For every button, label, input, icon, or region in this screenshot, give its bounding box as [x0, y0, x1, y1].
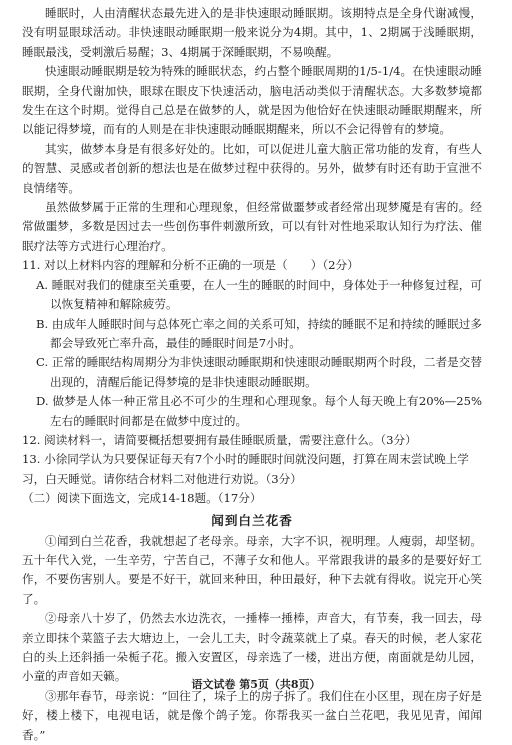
page-footer: 语文试卷 第5页（共8页）: [191, 678, 321, 691]
article-paragraph: ①闻到白兰花香，我就想起了老母亲。母亲，大字不识，视明理。人瘦弱，却坚韧。五十年代入党，一生辛劳，宁苦自己，不薄子女和他人。平常跟我讲的最多的是要好好工作，不要伤害别人。要是不好干，就回来种田，种田最好，种下去就有得收。说完开心笑了。: [22, 533, 482, 606]
article-paragraph: ③那年春节，母亲说：“回往了，垛子上的房子拆了。我们住在小区里，现在房子好是好，楼上楼下，电视电话，就是像个鸽子笼。你帮我买一盆白兰花吧，我见见青，闻闻香。”: [22, 688, 482, 742]
passage-paragraph: 睡眠时，人由清醒状态最先进入的是非快速眼动睡眠期。该期特点是全身代谢减慢，没有明显眼球活动。非快速眼动睡眠期一般来说分为4期。其中，1、2期属于浅睡眠期，睡眠最浅，受刺激后易醒；3、4期属于深睡眠期，不易唤醒。: [22, 6, 482, 59]
question-11-option-a: A. 睡眠对我们的健康至关重要，在人一生的睡眠的时间中，身体处于一种修复过程，可以恢复精神和解除疲劳。: [36, 277, 482, 312]
question-11-option-c: C. 正常的睡眠结构周期分为非快速眼动睡眠期和快速眼动睡眠期两个时段，二者是交替出现的，清醒后能记得梦境的是非快速眼动睡眠期。: [36, 355, 482, 389]
article-paragraph: ②母亲八十岁了，仍然去水边洗衣，一捶棒一捶棒，声音大，有节奏，我一回去，母亲立即抹个菜篮子去大塘边上，一会儿工夫，时令蔬菜就上了桌。春天的时候，老人家花白的头上还斜插一朵栀子花。搬入安置区，母亲选了一楼，进出方便，南面就是幼儿园，小童的声音如天籁。: [22, 611, 482, 684]
passage-paragraph: 快速眼动睡眠期是较为特殊的睡眠状态，约占整个睡眠周期的1/5-1/4。在快速眼动睡眠期，全身代谢加快，眼球在眼皮下快速活动，脑电活动类似于清醒状态。大多数梦境都发生在这个时期。觉得自己总是在做梦的人，就是因为他恰好在快速眼动睡眠期醒来，所以能记得梦境，而有的人则是在非快速眼动睡眠期醒来，所以不会记得曾有的梦境。: [22, 64, 482, 137]
question-11-option-b: B. 由成年人睡眠时间与总体死亡率之间的关系可知，持续的睡眠不足和持续的睡眠过多都会导致死亡率升高，最佳的睡眠时间是7小时。: [36, 316, 482, 350]
question-13: 13. 小徐同学认为只要保证每天有7个小时的睡眠时间就没问题，打算在周末尝试晚上学习，白天睡觉。请你结合材料二对他进行劝说。（3分）: [22, 452, 469, 486]
section-two-heading: （二）阅读下面选文，完成14-18题。（17分）: [22, 491, 262, 506]
passage-paragraph: 虽然做梦属于正常的生理和心理现象，但经常做噩梦或者经常出现梦魇是有害的。经常做噩梦，多数是因过去一些创伤事件刺激所致，可以有针对性地采取认知行为疗法、催眠疗法等方式进行心理治疗。: [22, 200, 482, 253]
question-11-stem: 11. 对以上材料内容的理解和分析不正确的一项是（ ）（2分）: [22, 258, 359, 273]
question-11-option-d: D. 做梦是人体一种正常且必不可少的生理和心理现象。每个人每天晚上有20%—25%左右的睡眠时间都是在做梦中度过的。: [36, 394, 482, 428]
article-title: 闻到白兰花香: [211, 512, 293, 528]
passage-paragraph: 其实，做梦本身是有很多好处的。比如，可以促进儿童大脑正常功能的发育，有些人的智慧、灵感或者创新的想法也是在做梦过程中获得的。另外，做梦有时还有助于宣泄不良情绪等。: [22, 141, 482, 195]
question-12: 12. 阅读材料一，请简要概括想要拥有最佳睡眠质量，需要注意什么。（3分）: [22, 432, 417, 447]
